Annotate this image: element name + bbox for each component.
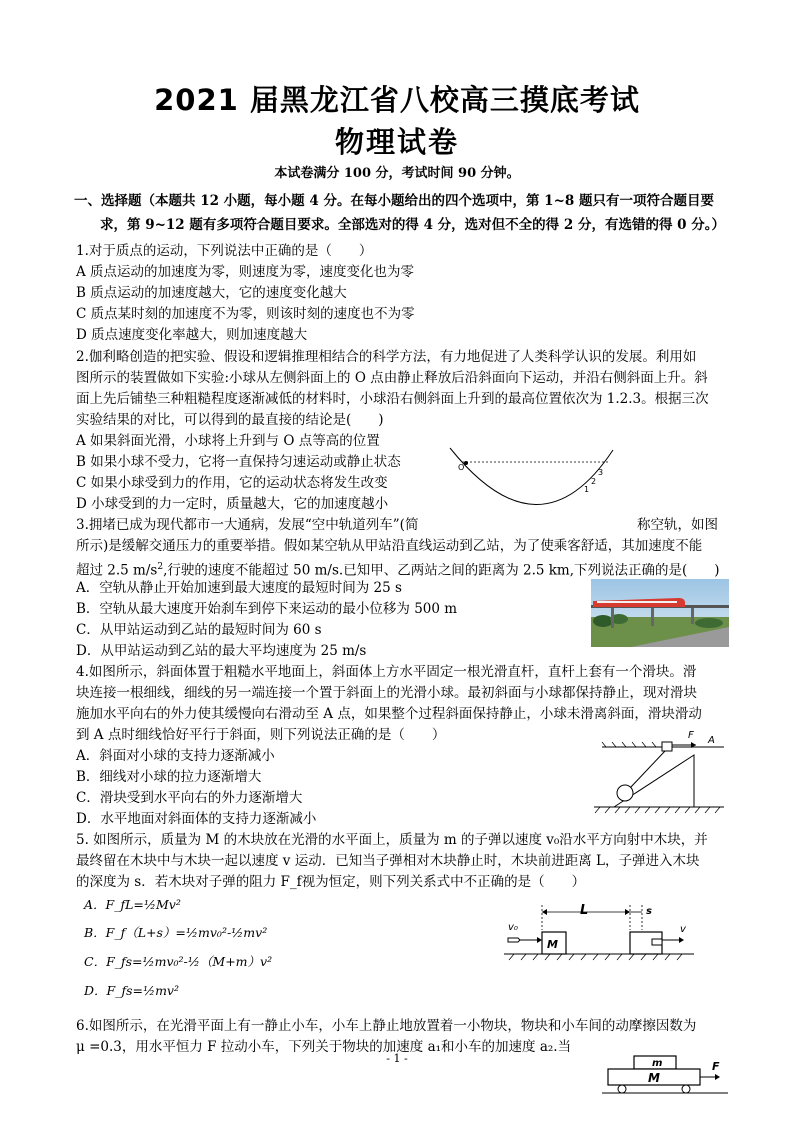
q3-line-2: 所示)是缓解交通压力的重要举措。假如某空轨从甲站沿直线运动到乙站，为了使乘客舒适，其加速度不能 (76, 538, 703, 554)
q5-label-s: s (646, 906, 652, 917)
q2-label-o: O (458, 463, 465, 472)
q2-label-2: 2 (591, 477, 597, 486)
q4-slope-figure (592, 723, 727, 815)
q5-option-c: C．F_fs=½mv₀²-½（M+m）v² (84, 954, 273, 969)
q1-option-c: C 质点某时刻的加速度不为零，则该时刻的速度也不为零 (76, 306, 415, 322)
q1-option-b: B 质点运动的加速度越大，它的速度变化越大 (76, 285, 347, 301)
section-line-1: 一、选择题（本题共 12 小题，每小题 4 分。在每小题给出的四个选项中，第 1~8 题只有一项符合题目要 (74, 193, 714, 209)
q5-option-d: D．F_fs=½mv² (84, 983, 180, 998)
q5-line-2: 最终留在木块中与木块一起以速度 v 运动．已知当子弹相对木块静止时，木块前进距离 L，子弹进入木块 (76, 853, 700, 869)
q1-option-a: A 质点运动的加速度为零，则速度为零，速度变化也为零 (76, 264, 415, 280)
q6-label-f: F (712, 1060, 720, 1073)
q5-option-a: A．F_fL=½Mv² (84, 897, 181, 912)
q1-stem: 1.对于质点的运动，下列说法中正确的是（ ） (76, 243, 373, 259)
q2-label-1: 1 (584, 485, 590, 494)
page-subtitle: 物理试卷 (334, 125, 459, 159)
q5-label-v0: v₀ (508, 922, 518, 933)
q3-line-1b: 称空轨，如图 (637, 517, 718, 533)
q5-label-v: v (680, 924, 686, 935)
page-title: 2021 届黑龙江省八校高三摸底考试 (154, 83, 640, 117)
q3-line-3 (76, 557, 720, 581)
q3-line-1a: 3.拥堵已成为现代都市一大通病，发展“空中轨道列车”(简 (76, 517, 419, 533)
page-number: - 1 - (386, 1052, 408, 1065)
q1-option-d: D 质点速度变化率越大，则加速度越大 (76, 327, 308, 343)
q4-option-c: C．滑块受到水平向右的外力逐渐增大 (76, 790, 303, 806)
q3-line-3b: ,行驶的速度不能超过 50 m/s.已知甲、乙两站之间的距离为 2.5 km,下列说法正确的是( ) (163, 562, 720, 579)
q2-line-3: 面上先后铺垫三种粗糙程度逐渐减低的材料时，小球沿右侧斜面上升到的最高位置依次为 1.2.3。根据三次 (76, 391, 709, 407)
q4-option-a: A．斜面对小球的支持力逐渐减小 (76, 748, 275, 764)
q2-option-b: B 如果小球不受力，它将一直保持匀速运动或静止状态 (76, 454, 401, 470)
q2-label-3: 3 (598, 468, 604, 477)
q3-option-b: B．空轨从最大速度开始刹车到停下来运动的最小位移为 500 m (76, 601, 458, 617)
q4-label-f: F (688, 730, 694, 741)
q2-option-a: A 如果斜面光滑，小球将上升到与 O 点等高的位置 (76, 433, 380, 449)
q3-option-a: A．空轨从静止开始加速到最大速度的最短时间为 25 s (76, 580, 402, 596)
q5-option-b: B．F_f（L+s）=½mv₀²-½mv² (84, 925, 268, 940)
q6-line-2: μ =0.3，用水平恒力 F 拉动小车，下列关于物块的加速度 a₁和小车的加速度 a₂.当 (76, 1039, 572, 1055)
q3-line-3a: 超过 2.5 m/s (76, 562, 158, 579)
q2-line-1: 2.伽利略创造的把实验、假设和逻辑推理相结合的科学方法，有力地促进了人类科学认识的发展。利用如 (76, 349, 697, 365)
exam-info: 本试卷满分 100 分，考试时间 90 分钟。 (274, 166, 520, 181)
q6-line-1: 6.如图所示，在光滑平面上有一静止小车，小车上静止地放置着一小物块，物块和小车间的动摩擦因数为 (76, 1018, 697, 1034)
q6-label-bigm: M (648, 1071, 660, 1085)
q5-label-m-left: M (547, 938, 558, 951)
q2-line-4: 实验结果的对比，可以得到的最直接的结论是( ) (76, 412, 384, 428)
q3-option-d: D．从甲站运动到乙站的最大平均速度为 25 m/s (76, 643, 367, 659)
q2-incline-figure (448, 440, 628, 515)
q3-option-c: C．从甲站运动到乙站的最短时间为 60 s (76, 622, 322, 638)
section-heading (74, 189, 724, 237)
q3-monorail-photo (591, 579, 729, 647)
q4-option-d: D．水平地面对斜面体的支持力逐渐减小 (76, 811, 317, 827)
q5-line-3: 的深度为 s．若木块对子弹的阻力 F_f视为恒定，则下列关系式中不正确的是（ ） (76, 874, 586, 890)
q4-line-4: 到 A 点时细线恰好平行于斜面，则下列说法正确的是（ ） (76, 727, 446, 743)
q3-line-3-sup: 2 (157, 562, 164, 572)
q2-option-d: D 小球受到的力一定时，质量越大，它的加速度越小 (76, 496, 389, 512)
q4-option-b: B．细线对小球的拉力逐渐增大 (76, 769, 262, 785)
section-line-2: 求，第 9~12 题有多项符合题目要求。全部选对的得 4 分，选对但不全的得 2 分，有选错的得 0 分。） (100, 217, 726, 233)
q5-bullet-block-figure (504, 900, 696, 962)
q4-line-1: 4.如图所示，斜面体置于粗糙水平地面上，斜面体上方水平固定一根光滑直杆，直杆上套有一个滑块。滑 (76, 664, 697, 680)
q6-label-m: m (652, 1058, 663, 1069)
q4-label-a: A (708, 735, 715, 746)
q5-line-1: 5. 如图所示，质量为 M 的木块放在光滑的水平面上，质量为 m 的子弹以速度 v₀沿水平方向射中木块，并 (76, 832, 708, 848)
q5-label-l: L (580, 903, 589, 918)
q4-line-2: 块连接一根细线，细线的另一端连接一个置于斜面上的光滑小球。最初斜面与小球都保持静止，现对滑块 (76, 685, 697, 701)
q4-line-3: 施加水平向右的外力使其缓慢向右滑动至 A 点，如果整个过程斜面保持静止，小球未滑离斜面，滑块滑动 (76, 706, 702, 722)
q2-line-2: 图所示的装置做如下实验:小球从左侧斜面上的 O 点由静止释放后沿斜面向下运动，并沿右侧斜面上升。斜 (76, 370, 708, 386)
q2-option-c: C 如果小球受到力的作用，它的运动状态将发生改变 (76, 475, 388, 491)
